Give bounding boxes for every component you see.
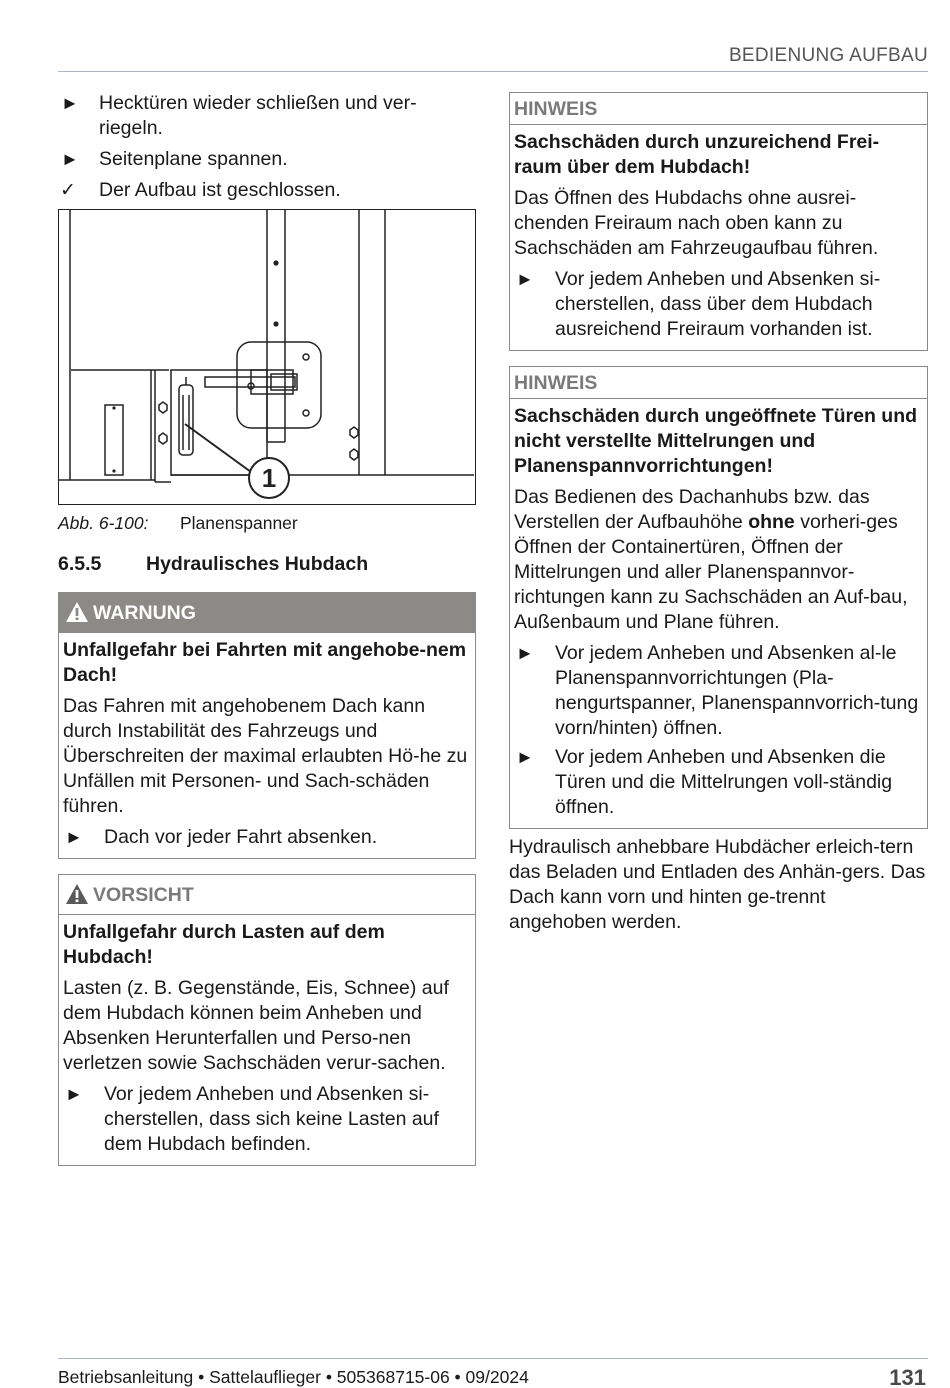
caution-label: VORSICHT xyxy=(93,884,194,906)
caution-triangle-icon xyxy=(65,883,89,905)
body-paragraph: Hydraulisch anhebbare Hubdächer erleich-tern das Beladen und Entladen des Anhän-gers. Das Dach kann vorn und hinten ge-trennt angehoben werden. xyxy=(509,836,926,933)
tarp-tensioner-figure xyxy=(58,209,476,505)
running-header: BEDIENUNG AUFBAU xyxy=(728,45,928,66)
arrow-icon: ► xyxy=(61,149,79,169)
header-divider xyxy=(58,71,928,72)
arrow-icon: ► xyxy=(516,269,534,289)
footer-text: Betriebsanleitung • Sattelauflieger • 505368715-06 • 09/2024 xyxy=(58,1367,529,1387)
notice-box xyxy=(509,92,928,351)
right-column xyxy=(509,92,928,935)
arrow-icon: ► xyxy=(65,827,83,847)
caution-box xyxy=(58,874,476,1166)
warning-text: Das Fahren mit angehobenem Dach kann durch Instabilität des Fahrzeugs und Überschreiten der maximal erlaubten Hö-he zu Unfällen mit Personen- und Sach-schäden führen. xyxy=(63,695,468,817)
result-item xyxy=(58,178,476,203)
step-item xyxy=(58,147,476,172)
caution-header xyxy=(59,875,475,915)
figure-caption xyxy=(58,511,476,536)
page-number: 131 xyxy=(889,1365,926,1388)
warning-step xyxy=(63,825,471,850)
caution-step-text: Vor jedem Anheben und Absenken si-cherstellen, dass sich keine Lasten auf dem Hubdach befinden. xyxy=(104,1083,439,1155)
callout-number: 1 xyxy=(261,463,277,493)
notice-header: HINWEIS xyxy=(510,93,927,125)
warning-body xyxy=(59,633,475,858)
notice-step xyxy=(514,641,923,741)
step-item xyxy=(58,91,476,141)
notice-box xyxy=(509,366,928,829)
section-title: Hydraulisches Hubdach xyxy=(146,553,369,575)
section-number: 6.5.5 xyxy=(58,553,102,575)
footer-divider xyxy=(58,1358,928,1359)
caution-body xyxy=(59,915,475,1165)
section-heading xyxy=(58,552,476,577)
step-text: Seitenplane spannen. xyxy=(99,148,288,170)
warning-box xyxy=(58,592,476,859)
notice-text xyxy=(514,485,923,635)
notice-step xyxy=(514,745,923,820)
caution-step xyxy=(63,1082,471,1157)
notice-step-text: Vor jedem Anheben und Absenken al-le Planenspannvorrichtungen (Pla-nengurtspanner, Planenspannvorrich-tung vorn/hinten) öffnen. xyxy=(555,642,919,739)
notice-text-emphasis: ohne xyxy=(748,511,795,533)
tarp-tensioner-drawing xyxy=(59,210,474,503)
arrow-icon: ► xyxy=(65,1084,83,1104)
notice-title: Sachschäden durch unzureichend Frei-raum über dem Hubdach! xyxy=(514,131,880,178)
warning-header xyxy=(59,593,475,633)
notice-step-text: Vor jedem Anheben und Absenken si-cherstellen, dass über dem Hubdach ausreichend Freiraum vorhanden ist. xyxy=(555,268,881,340)
notice-title: Sachschäden durch ungeöffnete Türen und nicht verstellte Mittelrungen und Planenspannvorrichtungen! xyxy=(514,405,918,477)
notice-step-text: Vor jedem Anheben und Absenken die Türen und die Mittelrungen voll-ständig öffnen. xyxy=(555,746,893,818)
step-text: Hecktüren wieder schließen und ver-riegeln. xyxy=(99,92,417,139)
caution-title: Unfallgefahr durch Lasten auf dem Hubdach! xyxy=(63,921,385,968)
notice-text-part: vorheri-ges Öffnen der Containertüren, Öffnen der Mittelrungen und aller Planenspannvor-richtungen kann zu Sachschäden an Auf-bau, Außenbaum und Plane führen. xyxy=(514,511,908,633)
caution-text: Lasten (z. B. Gegenstände, Eis, Schnee) auf dem Hubdach können beim Anheben und Absenken Herunterfallen und Perso-nen verletzen sowie Sachschäden verur-sachen. xyxy=(63,977,449,1074)
arrow-icon: ► xyxy=(516,747,534,767)
caption-number: Abb. 6-100: xyxy=(58,513,149,533)
caption-text: Planenspanner xyxy=(180,513,298,533)
warning-label: WARNUNG xyxy=(93,602,196,624)
notice-text-part: Das Bedienen des Dachanhubs bzw. das Verstellen der Aufbauhöhe xyxy=(514,486,870,533)
notice-step xyxy=(514,267,923,342)
checkmark-icon: ✓ xyxy=(60,180,76,201)
result-text: Der Aufbau ist geschlossen. xyxy=(99,179,341,201)
notice-body xyxy=(510,125,927,350)
warning-step-text: Dach vor jeder Fahrt absenken. xyxy=(104,826,378,848)
warning-triangle-icon xyxy=(65,601,89,623)
warning-title: Unfallgefahr bei Fahrten mit angehobe-nem Dach! xyxy=(63,639,467,686)
notice-header: HINWEIS xyxy=(510,367,927,399)
notice-body xyxy=(510,399,927,828)
arrow-icon: ► xyxy=(61,93,79,113)
left-column xyxy=(58,91,476,1166)
notice-text: Das Öffnen des Hubdachs ohne ausrei-chenden Freiraum nach oben kann zu Sachschäden am Fahrzeugaufbau führen. xyxy=(514,187,879,259)
arrow-icon: ► xyxy=(516,643,534,663)
